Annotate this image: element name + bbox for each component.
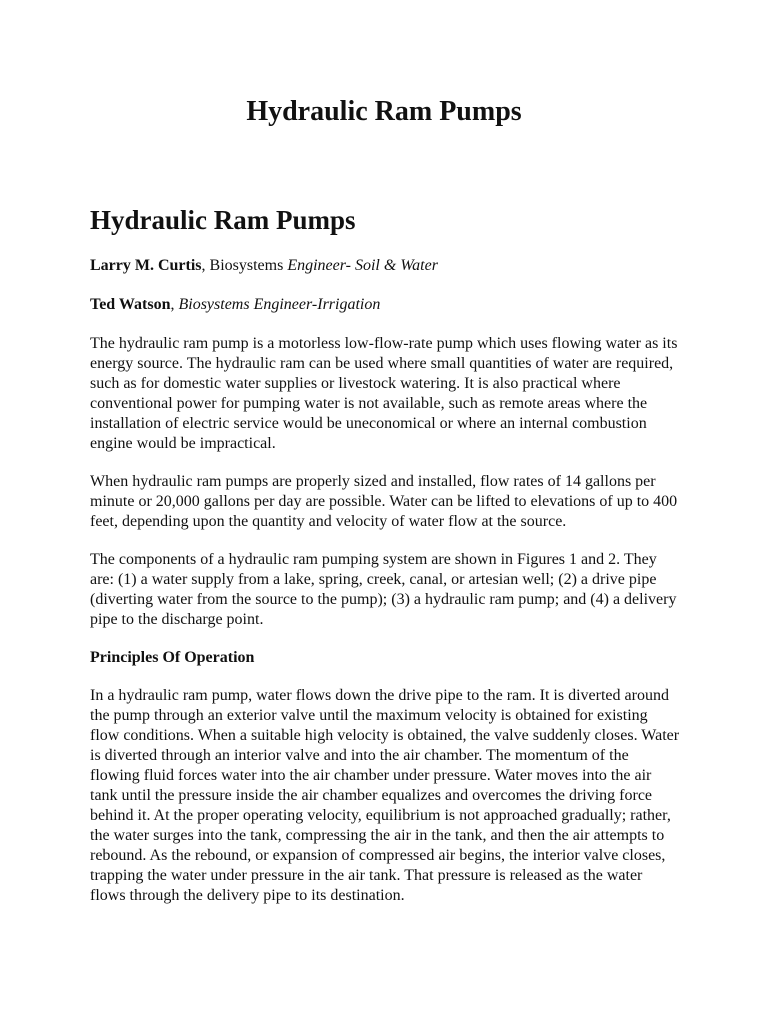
section-heading: Hydraulic Ram Pumps xyxy=(90,205,356,235)
author-title-italic: Biosystems Engineer-Irrigation xyxy=(178,296,381,313)
document-body xyxy=(90,202,680,924)
paragraph-flow-rates: When hydraulic ram pumps are properly sized and installed, flow rates of 14 gallons per minute or 20,000 gallons per day are possible. Water can be lifted to elevations of up to 400 feet, depending upon the quantity and velocity of water flow at the source. xyxy=(90,473,678,530)
document-title: Hydraulic Ram Pumps xyxy=(246,96,522,127)
author-name: Ted Watson xyxy=(90,296,171,313)
author-line-1 xyxy=(90,256,680,276)
author-line-2 xyxy=(90,295,680,315)
author-separator: , xyxy=(170,296,179,313)
paragraph-intro: The hydraulic ram pump is a motorless low-flow-rate pump which uses flowing water as its energy source. The hydraulic ram can be used where small quantities of water are required, such as for domestic water supplies or livestock watering. It is also practical where conventional power for pumping water is not available, such as remote areas where the installation of electric service would be uneconomical or where an internal combustion engine would be impractical. xyxy=(90,335,678,452)
author-separator: , xyxy=(201,257,210,274)
author-title: Biosystems xyxy=(209,257,288,274)
subheading-principles: Principles Of Operation xyxy=(90,649,255,666)
paragraph-principles: In a hydraulic ram pump, water flows down the drive pipe to the ram. It is diverted around the pump through an exterior valve until the maximum velocity is obtained for existing flow conditions. When a suitable high velocity is obtained, the valve suddenly closes. Water is diverted through an interior valve and into the air chamber. The momentum of the flowing fluid forces water into the air chamber under pressure. Water moves into the air tank until the pressure inside the air chamber equalizes and overcomes the driving force behind it. At the proper operating velocity, equilibrium is not approached gradually; rather, the water surges into the tank, compressing the air in the tank, and then the air attempts to rebound. As the rebound, or expansion of compressed air begins, the interior valve closes, trapping the water under pressure in the air tank. That pressure is released as the water flows through the delivery pipe to its destination. xyxy=(90,687,680,904)
author-title-italic: Engineer- Soil & Water xyxy=(287,257,438,274)
author-name: Larry M. Curtis xyxy=(90,257,202,274)
paragraph-components: The components of a hydraulic ram pumping system are shown in Figures 1 and 2. They are: (1) a water supply from a lake, spring, creek, canal, or artesian well; (2) a drive pipe (diverting water from the source to the pump); (3) a hydraulic ram pump; and (4) a delivery pipe to the discharge point. xyxy=(90,551,677,628)
